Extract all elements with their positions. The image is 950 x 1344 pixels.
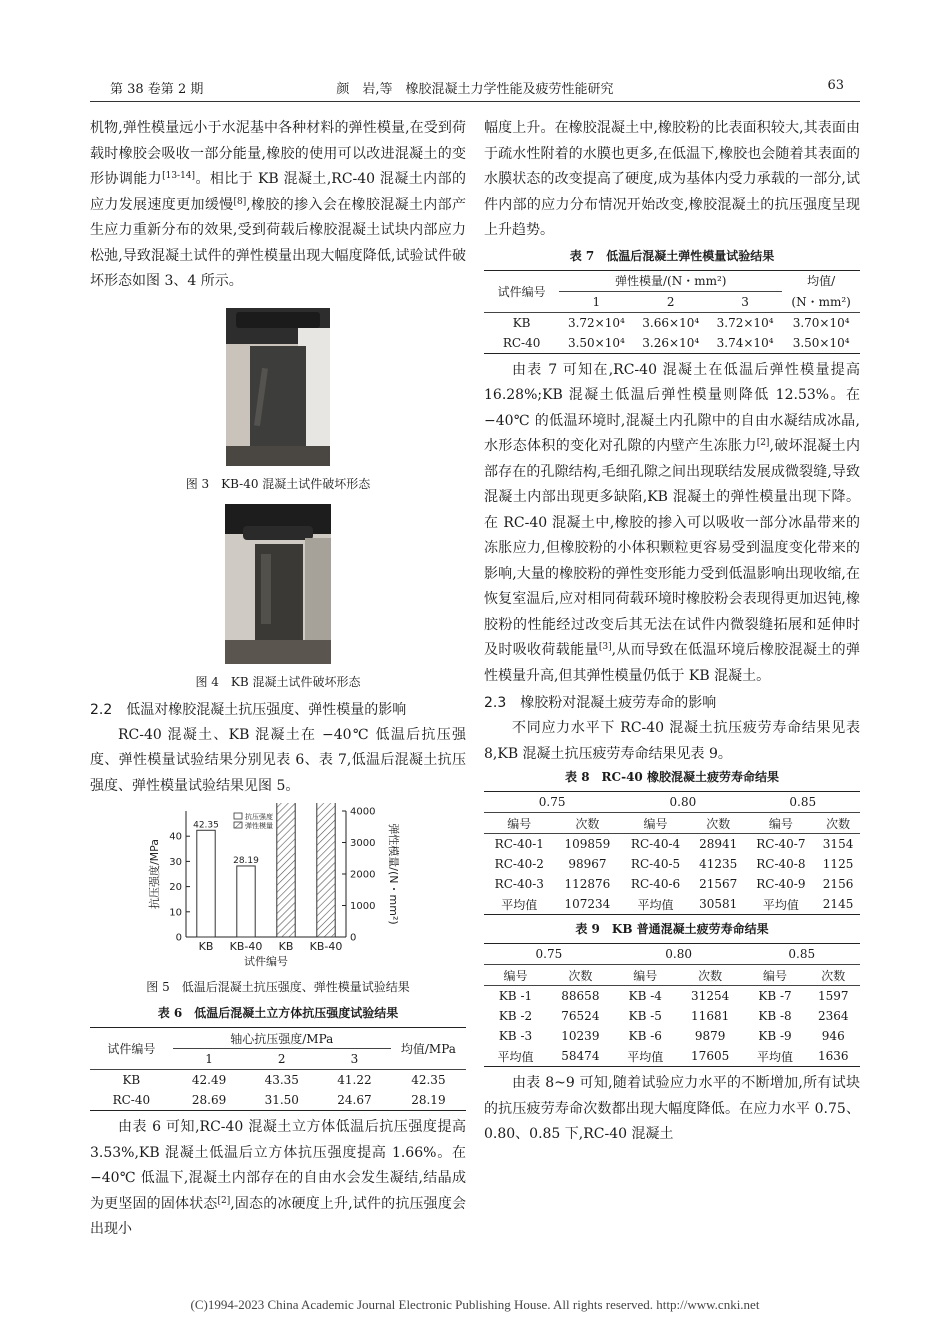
- legend-swatch: [234, 822, 242, 828]
- header-rule: [90, 101, 860, 102]
- table-header: 3: [318, 1049, 391, 1070]
- table-row: KB -2 76524 KB -5 11681 KB -8 2364: [498, 1009, 849, 1023]
- left-tick-label: 20: [169, 882, 182, 894]
- paragraph: 不同应力水平下 RC-40 混凝土抗压疲劳寿命结果见表 8,KB 混凝土抗压疲劳寿命结果见表 9。: [484, 720, 860, 762]
- x-tick-label: KB-40: [309, 940, 343, 953]
- table-6: [90, 1027, 466, 1111]
- legend-label: 弹性模量: [245, 822, 273, 830]
- journal-volume: 第 38 卷第 2 期: [110, 82, 204, 97]
- table-header: 2: [245, 1049, 318, 1070]
- x-axis-label: 试件编号: [244, 955, 288, 968]
- legend-label: 抗压强度: [245, 813, 273, 821]
- right-tick-label: 2000: [350, 869, 376, 881]
- table-header: 0.75: [484, 792, 620, 813]
- table-row: RC-40 28.69 31.50 24.67 28.19: [90, 1090, 466, 1111]
- left-tick-label: 30: [169, 856, 182, 868]
- table-8: [484, 791, 860, 915]
- table-header: 3: [708, 291, 782, 312]
- table-8-caption: 表 8 RC-40 橡胶混凝土疲劳寿命结果: [565, 770, 779, 784]
- figure-3-caption: 图 3 KB-40 混凝土试件破坏形态: [185, 476, 371, 491]
- bar-strength: [237, 866, 255, 937]
- table-header: 试件编号: [90, 1028, 173, 1070]
- paragraph: 幅度上升。在橡胶混凝土中,橡胶粉的比表面积较大,其表面由于疏水性附着的水膜也更多,在低温下,橡胶也会随着其表面的水膜状态的改变提高了硬度,成为基体内受力承载的一部分,试件内部的应力分布情况开始改变,橡胶混凝土的抗压强度呈现上升趋势。: [484, 120, 860, 238]
- legend-swatch: [234, 813, 242, 819]
- table-header: 0.85: [746, 792, 860, 813]
- left-tick-label: 10: [169, 907, 182, 919]
- section-2-3-heading: 2.3 橡胶粉对混凝土疲劳寿命的影响: [484, 695, 717, 711]
- paragraph: 由表 7 可知在,RC-40 混凝土在低温后弹性模量提高 16.28%;KB 混凝土低温后弹性模量则降低 12.53%。在 −40℃ 的低温环境时,混凝土内孔隙中的自由水凝结成冰晶,水形态体积的变化对孔隙的内壁产生冻胀力[2],破坏混凝土内部存在的孔隙结构,毛细孔隙之间出现联结发展成微裂缝,导致混凝土内部出现更多缺陷,KB 混凝土的弹性模量出现下降。在 RC-40 混凝土中,橡胶的掺入可以吸收一部分冰晶带来的冻胀应力,但橡胶粉的小体积颗粒更容易受到温度变化带来的影响,大量的橡胶粉的弹性变形能力受到低温影响出现收缩,在恢复室温后,应对相同荷载环境时橡胶粉会表现得更加迟钝,橡胶粉的性能经过改变后其无法在试件内微裂缝拓展和延伸时及时吸收荷载能量[3],从而导致在低温环境后橡胶混凝土的弹性模量升高,但其弹性模量仍低于 KB 混凝土。: [484, 361, 861, 684]
- table-header: 0.80: [620, 792, 745, 813]
- table-header-row: 编号 次数 编号 次数 编号 次数: [484, 813, 860, 834]
- right-tick-label: 4000: [350, 806, 376, 818]
- paragraph: RC-40 混凝土、KB 混凝土在 −40℃ 低温后抗压强度、弹性模量试验结果分别见表 6、表 7,低温后混凝土抗压强度、弹性模量试验结果见图 5。: [90, 726, 466, 794]
- table-row: KB -3 10239 KB -6 9879 KB -9 946: [498, 1029, 845, 1043]
- figure-5-caption: 图 5 低温后混凝土抗压强度、弹性模量试验结果: [146, 980, 410, 994]
- section-2-2-heading: 2.2 低温对橡胶混凝土抗压强度、弹性模量的影响: [90, 701, 407, 718]
- page-number: 63: [827, 78, 844, 93]
- left-tick-label: 0: [175, 932, 182, 944]
- table-header: 0.85: [744, 944, 860, 965]
- copyright-footer: (C)1994-2023 China Academic Journal Electronic Publishing House. All rights reserved. http://www.cnki.net: [190, 1297, 760, 1312]
- bar-modulus: [317, 803, 335, 937]
- table-header: 0.75: [484, 944, 614, 965]
- bar-value-label: 42.35: [193, 820, 219, 831]
- running-title: 颜 岩,等 橡胶混凝土力学性能及疲劳性能研究: [336, 82, 614, 97]
- table-7: [484, 270, 860, 354]
- table-header: 2: [634, 291, 708, 312]
- table-row: 平均值 107234 平均值 30581 平均值 2145: [484, 894, 860, 915]
- bar-modulus: [277, 803, 295, 937]
- table-header: 0.80: [614, 944, 744, 965]
- table-header: 均值/: [782, 270, 860, 291]
- x-tick-label: KB: [278, 940, 294, 953]
- table-header: (N・mm²): [782, 291, 860, 312]
- figure-3-photo: [226, 308, 330, 466]
- right-column: [484, 116, 860, 1148]
- table-row: RC-40-2 98967 RC-40-5 41235 RC-40-8 1125: [494, 857, 854, 871]
- table-row: RC-40-3 112876 RC-40-6 21567 RC-40-9 2156: [494, 877, 854, 891]
- table-header: 1: [173, 1049, 246, 1070]
- figure-4-caption: 图 4 KB 混凝土试件破坏形态: [195, 674, 361, 689]
- paragraph: 由表 8~9 可知,随着试验应力水平的不断增加,所有试块的抗压疲劳寿命次数都出现大幅度降低。在应力水平 0.75、0.80、0.85 下,RC-40 混凝土: [484, 1075, 860, 1142]
- bar-value-label: 28.19: [233, 855, 259, 866]
- table-header: 轴心抗压强度/MPa: [173, 1028, 391, 1049]
- table-header: 试件编号: [484, 270, 559, 312]
- table-header: 均值/MPa: [391, 1028, 466, 1070]
- table-header-row: 编号 次数 编号 次数 编号 次数: [484, 965, 860, 986]
- table-row: KB 3.72×10⁴ 3.66×10⁴ 3.72×10⁴ 3.70×10⁴: [512, 315, 850, 330]
- table-header: 弹性模量/(N・mm²): [559, 270, 782, 291]
- table-header: 1: [559, 291, 633, 312]
- table-row: 平均值 58474 平均值 17605 平均值 1636: [484, 1046, 860, 1067]
- bar-strength: [197, 830, 215, 937]
- table-9-caption: 表 9 KB 普通混凝土疲劳寿命结果: [575, 922, 769, 936]
- table-row: KB -1 88658 KB -4 31254 KB -7 1597: [498, 989, 849, 1003]
- right-tick-label: 0: [350, 932, 357, 944]
- table-7-caption: 表 7 低温后混凝土弹性模量试验结果: [569, 248, 775, 263]
- left-tick-label: 40: [169, 831, 182, 843]
- figure-4-photo: [225, 504, 331, 664]
- paragraph: 机物,弹性模量远小于水泥基中各种材料的弹性模量,在受到荷载时橡胶会吸收一部分能量,橡胶的使用可以改进混凝土的变形协调能力[13-14]。相比于 KB 混凝土,RC-40 混凝土内部的应力发展速度更加缓慢[8],橡胶的掺入会在橡胶混凝土内部产生应力重新分布的效果,受到荷载后橡胶混凝土试块内部应力松弛,导致混凝土试件的弹性模量出现大幅度降低,试验试件破坏形态如图 3、4 所示。: [90, 120, 467, 289]
- figure-5-chart: [90, 803, 466, 971]
- table-row: KB 42.49 43.35 41.22 42.35: [122, 1073, 446, 1087]
- table-row: RC-40 3.50×10⁴ 3.26×10⁴ 3.74×10⁴ 3.50×10⁴: [484, 333, 860, 354]
- left-column: [90, 116, 466, 1243]
- y-axis-label: 抗压强度/MPa: [148, 838, 161, 910]
- x-tick-label: KB: [198, 940, 214, 953]
- right-tick-label: 1000: [350, 901, 376, 912]
- table-row: RC-40-1 109859 RC-40-4 28941 RC-40-7 3154: [494, 837, 854, 851]
- right-tick-label: 3000: [350, 838, 376, 849]
- table-9: [484, 943, 860, 1067]
- x-tick-label: KB-40: [229, 940, 263, 953]
- table-6-caption: 表 6 低温后混凝土立方体抗压强度试验结果: [157, 1006, 399, 1020]
- paragraph: 由表 6 可知,RC-40 混凝土立方体低温后抗压强度提高 3.53%,KB 混凝土低温后立方体抗压强度提高 1.66%。在 −40℃ 低温下,混凝土内部存在的自由水会发生凝结,结晶成为更坚固的固体状态[2],固态的冰硬度上升,试件的抗压强度会出现小: [90, 1119, 467, 1237]
- y2-axis-label: 弹性模量/(N・mm²): [387, 823, 400, 925]
